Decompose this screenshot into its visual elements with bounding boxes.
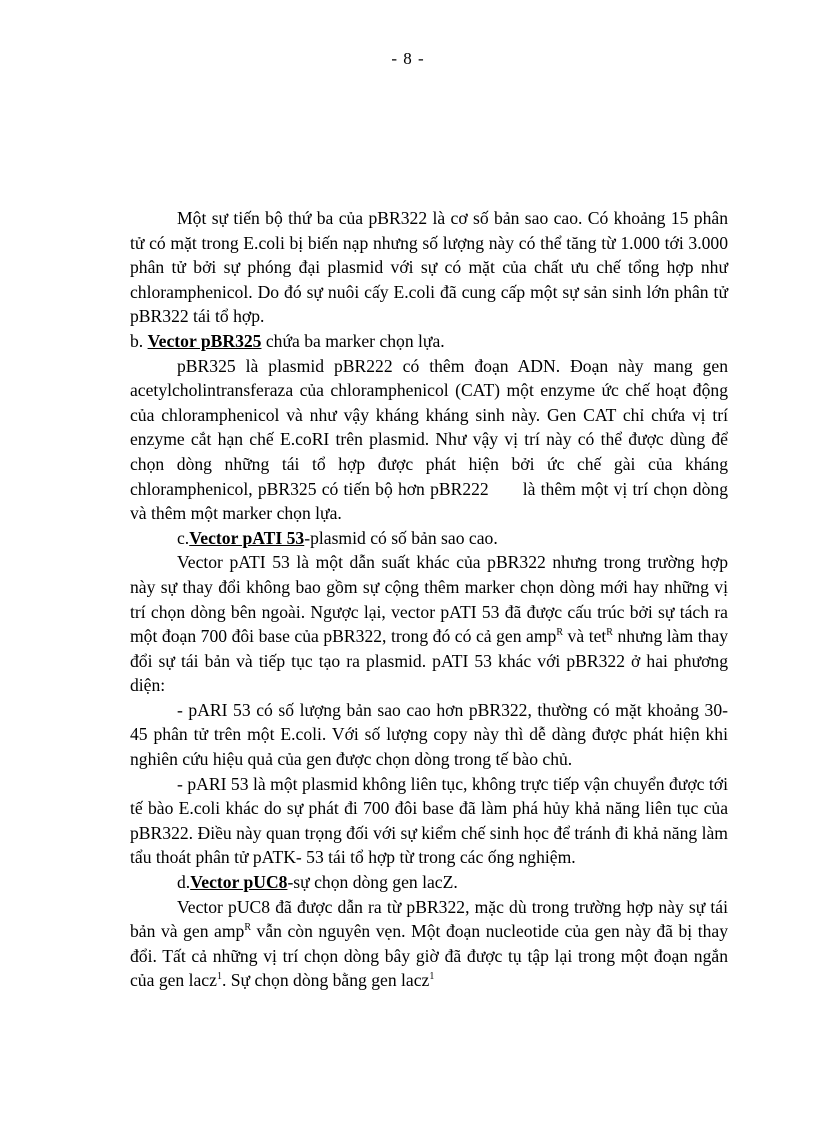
superscript-r: R — [244, 922, 251, 934]
section-b-title: Vector pBR325 — [147, 330, 262, 351]
list-item-non-transmissible: - pARI 53 là một plasmid không liên tục, không trực tiếp vận chuyển được tới tế bào E.coli khác do sự phát đi 700 đôi base đã làm phá hủy khả năng liên tục của pBR322. Điều này quan trọng đối với sự kiểm chế sinh học để tránh đi khả năng làm tẩu thoát phân tử pATK- 53 tái tổ hợp từ trong các ống nghiệm. — [130, 773, 728, 868]
section-d-prefix: d. — [177, 872, 191, 893]
section-heading-c — [130, 526, 728, 551]
section-d-title: Vector pUC8 — [190, 872, 288, 893]
paragraph-pati53-text-2: và tet — [563, 626, 607, 647]
paragraph-pbr325-part2: là thêm một vị trí chọn dòng và thêm một marker chọn lựa. — [130, 478, 728, 524]
page-number: - 8 - — [391, 49, 425, 68]
section-b-prefix: b. — [130, 330, 148, 351]
section-c-title: Vector pATI 53 — [189, 527, 305, 548]
paragraph-puc8-text-3: . Sự chọn dòng bằng gen lacz — [221, 970, 430, 991]
paragraph-pati53-text-1: Vector pATI 53 là một dẫn suất khác của pBR322 nhưng trong trường hợp này sự thay đổi không bao gồm sự cộng thêm marker chọn dòng mới hay những vị trí chọn dòng bên ngoài. Ngược lại, vector pATI 53 đã được cấu trúc bởi sự tách ra một đoạn 700 đôi base của pBR322, trong đó có cả gen amp — [130, 552, 728, 647]
superscript-1: 1 — [429, 971, 435, 983]
paragraph-pbr325-part1: pBR325 là plasmid pBR222 có thêm đoạn ADN. Đoạn này mang gen acetylcholintransferaza của chloramphenicol (CAT) một enzyme ức chế hoạt động của chloramphenicol và như vậy kháng kháng sinh này. Gen CAT chỉ chứa vị trí enzyme cắt hạn chế E.coRI trên plasmid. Như vậy vị trí này có thể được dùng để chọn dòng những tái tổ hợp được phát hiện bởi ức chế gài của kháng chloramphenicol, pBR325 có tiến bộ hơn pBR222 — [130, 355, 728, 499]
section-c-prefix: c. — [177, 527, 190, 548]
paragraph-pbr325 — [130, 354, 728, 526]
superscript-r: R — [556, 627, 564, 639]
superscript-1: 1 — [216, 971, 222, 983]
paragraph-puc8-text-1: Vector pUC8 đã được dẫn ra từ pBR322, mặc dù trong trường hợp này sự tái bản và gen amp — [130, 896, 728, 942]
paragraph-pati53 — [130, 550, 728, 698]
document-body — [130, 206, 728, 993]
paragraph-copy-number: Một sự tiến bộ thứ ba của pBR322 là cơ số bản sao cao. Có khoảng 15 phân tử có mặt trong E.coli bị biến nạp nhưng số lượng này có thể tăng từ 1.000 tới 3.000 phân tử bởi sự phóng đại plasmid với sự có mặt của chất ưu chế tổng hợp như chloramphenicol. Do đó sự nuôi cấy E.coli đã cung cấp một sự sản sinh lớn phân tử pBR322 tái tổ hợp. — [130, 208, 728, 327]
paragraph-puc8 — [130, 895, 728, 993]
section-b-suffix: chứa ba marker chọn lựa. — [261, 330, 445, 351]
section-heading-b — [130, 329, 728, 354]
section-c-suffix: -plasmid có số bản sao cao. — [304, 527, 498, 548]
paragraph-pati53-text-3: nhưng làm thay đổi sự tái bản và tiếp tục tạo ra plasmid. pATI 53 khác với pBR322 ở hai phương diện: — [130, 626, 728, 696]
paragraph-puc8-text-2: vẫn còn nguyên vẹn. Một đoạn nucleotide của gen này đã bị thay đổi. Tất cả những vị trí chọn dòng bây giờ đã được tụ tập lại trong một đoạn ngắn của gen lacz — [130, 921, 728, 991]
section-d-suffix: -sự chọn dòng gen lacZ. — [287, 872, 458, 893]
section-heading-d — [130, 870, 728, 895]
list-item-copy-count: - pARI 53 có số lượng bản sao cao hơn pBR322, thường có mặt khoảng 30-45 phân tử trên một E.coli. Với số lượng copy này thì dễ dàng được phát hiện khi nghiên cứu hiệu quả của gen được chọn dòng trong tế bào chủ. — [130, 699, 728, 770]
superscript-r: R — [606, 627, 613, 639]
